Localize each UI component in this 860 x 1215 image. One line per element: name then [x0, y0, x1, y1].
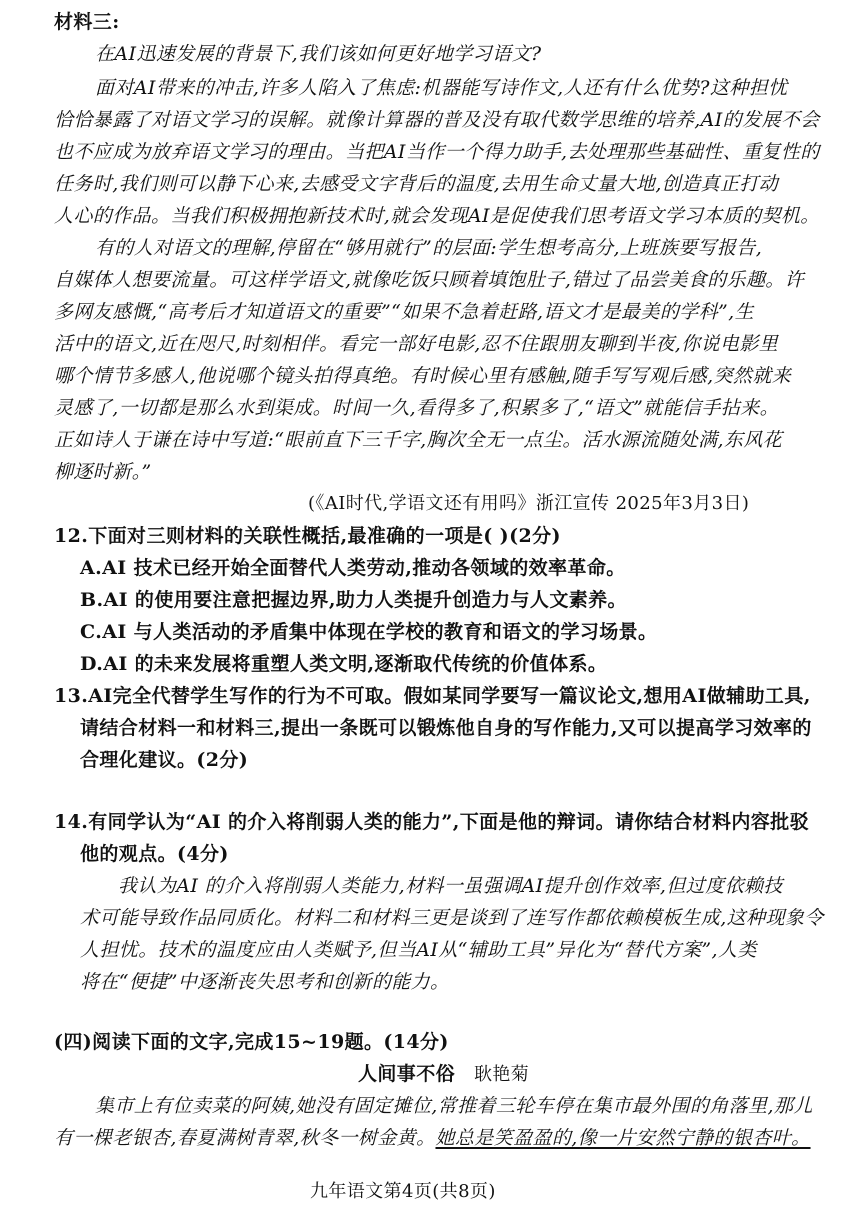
q14-argument-line-1: 我认为AI 的介入将削弱人类能力,材料一虽强调AI提升创作效率,但过度依赖技: [118, 875, 783, 897]
material3-line-2: 面对AI带来的冲击,许多人陷入了焦虑:机器能写诗作文,人还有什么优势?这种担忧: [95, 77, 788, 99]
material3-line-6: 人心的作品。当我们积极拥抱新技术时,就会发现AI是促使我们思考语文学习本质的契机。: [54, 205, 820, 227]
q13-line-3: 合理化建议。(2分): [80, 749, 249, 771]
material3-line-11: 哪个情节多感人,他说哪个镜头拍得真绝。有时候心里有感触,随手写写观后感,突然就来: [54, 365, 792, 387]
q12-option-d: D.AI 的未来发展将重塑人类文明,逐渐取代传统的价值体系。: [80, 653, 608, 675]
q14-argument-line-4: 将在“便捷”中逐渐丧失思考和创新的能力。: [80, 971, 450, 993]
section4-heading: (四)阅读下面的文字,完成15~19题。(14分): [54, 1031, 449, 1053]
article-title: 人间事不俗: [358, 1063, 456, 1085]
q13-line-2: 请结合材料一和材料三,提出一条既可以锻炼他自身的写作能力,又可以提高学习效率的: [80, 717, 812, 739]
material3-line-13: 正如诗人于谦在诗中写道:“眼前直下三千字,胸次全无一点尘。活水源流随处满,东风花: [54, 429, 783, 451]
q14-argument-line-2: 术可能导致作品同质化。材料二和材料三更是谈到了连写作都依赖模板生成,这种现象令: [80, 907, 824, 929]
article-line-1: 集市上有位卖菜的阿姨,她没有固定摊位,常推着三轮车停在集市最外围的角落里,那儿: [95, 1095, 813, 1117]
q14-line-1: 14.有同学认为“AI 的介入将削弱人类的能力”,下面是他的辩词。请你结合材料内容批驳: [54, 811, 809, 833]
material3-line-3: 恰恰暴露了对语文学习的误解。就像计算器的普及没有取代数学思维的培养,AI的发展不会: [54, 109, 820, 131]
material3-line-4: 也不应成为放弃语文学习的理由。当把AI当作一个得力助手,去处理那些基础性、重复性的: [54, 141, 820, 163]
article-line-2-underlined: 她总是笑盈盈的,像一片安然宁静的银杏叶。: [435, 1127, 811, 1149]
material3-line-7: 有的人对语文的理解,停留在“够用就行”的层面:学生想考高分,上班族要写报告,: [95, 237, 763, 259]
page-footer: 九年语文第4页(共8页): [310, 1181, 496, 1202]
q12-stem: 12.下面对三则材料的关联性概括,最准确的一项是( )(2分): [54, 525, 561, 547]
q14-line-2: 他的观点。(4分): [80, 843, 229, 865]
material3-line-1: 在AI迅速发展的背景下,我们该如何更好地学习语文?: [95, 43, 542, 65]
q12-option-a: A.AI 技术已经开始全面替代人类劳动,推动各领域的效率革命。: [80, 557, 626, 579]
article-author: 耿艳菊: [474, 1064, 530, 1085]
article-line-2-plain: 有一棵老银杏,春夏满树青翠,秋冬一树金黄。: [54, 1127, 436, 1149]
q13-line-1: 13.AI完全代替学生写作的行为不可取。假如某同学要写一篇议论文,想用AI做辅助工具,: [54, 685, 811, 707]
material3-line-8: 自媒体人想要流量。可这样学语文,就像吃饭只顾着填饱肚子,错过了品尝美食的乐趣。许: [54, 269, 805, 291]
q12-option-c: C.AI 与人类活动的矛盾集中体现在学校的教育和语文的学习场景。: [80, 621, 658, 643]
material3-line-10: 活中的语文,近在咫尺,时刻相伴。看完一部好电影,忍不住跟朋友聊到半夜,你说电影里: [54, 333, 779, 355]
q12-option-b: B.AI 的使用要注意把握边界,助力人类提升创造力与人文素养。: [80, 589, 627, 611]
material3-line-14: 柳逐时新。”: [54, 461, 152, 483]
material3-line-5: 任务时,我们则可以静下心来,去感受文字背后的温度,去用生命丈量大地,创造真正打动: [54, 173, 779, 195]
material3-line-12: 灵感了,一切都是那么水到渠成。时间一久,看得多了,积累多了,“语文”就能信手拈来。: [54, 397, 779, 419]
q14-argument-line-3: 人担忧。技术的温度应由人类赋予,但当AI从“辅助工具”异化为“替代方案”,人类: [80, 939, 757, 961]
material3-line-9: 多网友感慨,“高考后才知道语文的重要”“如果不急着赶路,语文才是最美的学科”,生: [54, 301, 754, 323]
article-line-2: [54, 1126, 811, 1150]
material3-heading: 材料三:: [54, 11, 120, 33]
material3-source: (《AI时代,学语文还有用吗》浙江宣传 2025年3月3日): [308, 493, 750, 514]
